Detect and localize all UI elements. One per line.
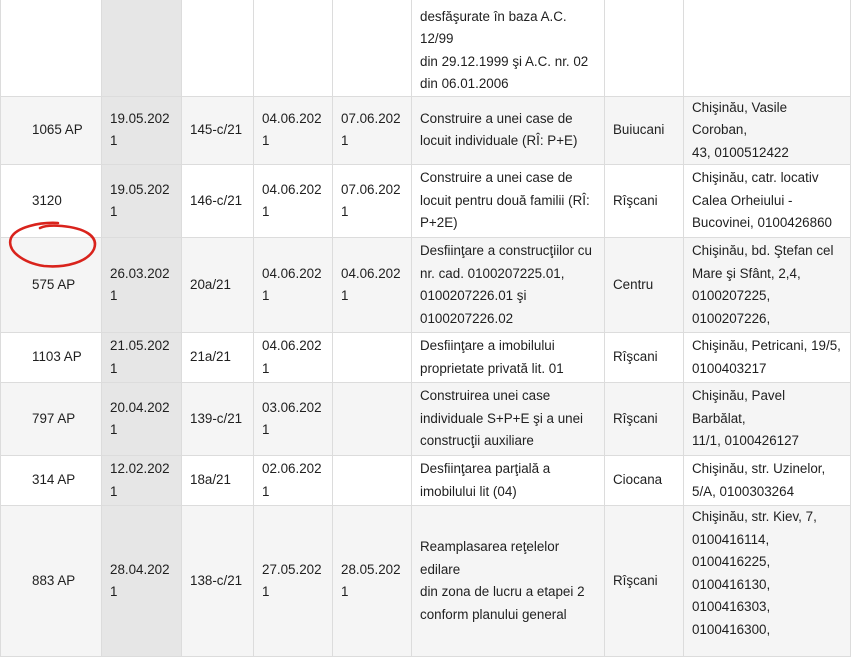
cell-authorization-nr: 146-c/21 — [182, 165, 254, 238]
cell-description-line: Desfiinţare a construcţiilor cu — [420, 243, 592, 258]
cell-description-line: conform planului general — [420, 606, 567, 622]
cell-description-line: Construire a unei case de — [420, 110, 573, 126]
cell-address-line: Chişinău, Vasile Coroban, — [692, 99, 788, 137]
cell-nr: 1103 AP — [1, 333, 102, 383]
cell-issue-date: 04.06.2021 — [254, 96, 333, 165]
cell-request-date — [102, 0, 182, 96]
cell-description-line: 0100207226.01 şi — [420, 288, 527, 303]
cell-address — [684, 96, 851, 165]
cell-receipt-date: 04.06.2021 — [333, 238, 412, 333]
cell-address-line: Chişinău, bd. Ştefan cel — [692, 243, 834, 258]
cell-description — [412, 0, 605, 96]
cell-description-line: din 06.01.2006 — [420, 76, 509, 91]
cell-address-line: 0100416130, — [692, 576, 771, 592]
table-row — [1, 238, 851, 333]
cell-address-line: 0100416114, — [692, 531, 770, 547]
cell-nr: 575 AP — [1, 238, 102, 333]
cell-address-line: 0100416225, — [692, 554, 771, 569]
table-row — [1, 506, 851, 657]
cell-address — [684, 165, 851, 238]
cell-address-line: Chişinău, Pavel Barbălat, — [692, 388, 786, 426]
cell-address — [684, 333, 851, 383]
cell-receipt-date: 07.06.2021 — [333, 165, 412, 238]
cell-sector: Centru — [605, 238, 684, 333]
cell-sector: Buiucani — [605, 96, 684, 165]
cell-description-line: Construirea unei case — [420, 388, 551, 404]
cell-sector: Ciocana — [605, 456, 684, 506]
cell-authorization-nr: 20a/21 — [182, 238, 254, 333]
cell-address-line: 11/1, 0100426127 — [692, 433, 799, 449]
cell-receipt-date: 28.05.2021 — [333, 506, 412, 657]
cell-authorization-nr: 145-c/21 — [182, 96, 254, 165]
cell-receipt-date: 07.06.2021 — [333, 96, 412, 165]
cell-nr: 797 AP — [1, 383, 102, 456]
cell-address — [684, 383, 851, 456]
cell-nr: 3120 — [1, 165, 102, 238]
cell-issue-date: 04.06.2021 — [254, 165, 333, 238]
cell-issue-date: 02.06.2021 — [254, 456, 333, 506]
cell-nr: 1065 AP — [1, 96, 102, 165]
cell-sector: Rîşcani — [605, 383, 684, 456]
cell-sector: Rîşcani — [605, 506, 684, 657]
table-row — [1, 383, 851, 456]
cell-description-line: individuale S+P+E şi a unei — [420, 410, 584, 426]
cell-address-line: 0100207226, — [692, 310, 771, 326]
cell-authorization-nr: 139-c/21 — [182, 383, 254, 456]
cell-nr: 883 AP — [1, 506, 102, 657]
cell-authorization-nr: 138-c/21 — [182, 506, 254, 657]
cell-description — [412, 96, 605, 165]
cell-receipt-date — [333, 456, 412, 506]
cell-description-line: Construire a unei case de — [420, 170, 573, 186]
cell-receipt-date — [333, 383, 412, 456]
cell-address-line: Mare şi Sfânt, 2,4, — [692, 265, 801, 281]
cell-description-line: din 29.12.1999 şi A.C. nr. 02 — [420, 53, 589, 69]
cell-address-line: Chişinău, catr. locativ — [692, 170, 819, 186]
cell-request-date: 19.05.2021 — [102, 96, 182, 165]
cell-description-line: din zona de lucru a etapei 2 — [420, 584, 585, 599]
cell-description-line: imobilului lit (04) — [420, 483, 517, 499]
table-row — [1, 333, 851, 383]
cell-issue-date: 03.06.2021 — [254, 383, 333, 456]
cell-authorization-nr: 21a/21 — [182, 333, 254, 383]
table-row — [1, 0, 851, 96]
cell-address-line: Bucovinei, 0100426860 — [692, 215, 832, 231]
cell-address-line: 0100416300, — [692, 621, 771, 637]
table-row — [1, 456, 851, 506]
cell-address — [684, 238, 851, 333]
cell-address-line: Chişinău, Petricani, 19/5, — [692, 338, 841, 353]
table-row — [1, 96, 851, 165]
cell-address-line: Chişinău, str. Kiev, 7, — [692, 509, 817, 524]
cell-request-date: 20.04.2021 — [102, 383, 182, 456]
cell-request-date: 21.05.2021 — [102, 333, 182, 383]
cell-description-line: locuit pentru două familii (RÎ: — [420, 192, 590, 208]
cell-address-line: Calea Orheiului - — [692, 192, 793, 208]
cell-description — [412, 165, 605, 238]
cell-sector: Rîşcani — [605, 165, 684, 238]
cell-sector — [605, 0, 684, 96]
cell-request-date: 19.05.2021 — [102, 165, 182, 238]
cell-description — [412, 383, 605, 456]
cell-sector: Rîşcani — [605, 333, 684, 383]
cell-address-line: 43, 0100512422 — [692, 144, 789, 160]
cell-description-line: Desfiinţarea parţială a — [420, 461, 551, 476]
cell-description-line: nr. cad. 0100207225.01, — [420, 265, 565, 281]
cell-address — [684, 0, 851, 96]
table-row — [1, 165, 851, 238]
cell-description-line: locuit individuale (RÎ: P+E) — [420, 133, 578, 149]
cell-address-line: 0100207225, — [692, 288, 771, 303]
cell-description-line: 0100207226.02 — [420, 310, 514, 326]
cell-authorization-nr: 18a/21 — [182, 456, 254, 506]
cell-authorization-nr — [182, 0, 254, 96]
cell-receipt-date — [333, 0, 412, 96]
cell-description — [412, 456, 605, 506]
cell-issue-date: 04.06.2021 — [254, 238, 333, 333]
cell-issue-date: 04.06.2021 — [254, 333, 333, 383]
cell-address — [684, 506, 851, 657]
cell-request-date: 26.03.2021 — [102, 238, 182, 333]
cell-nr — [1, 0, 102, 96]
cell-request-date: 28.04.2021 — [102, 506, 182, 657]
cell-description — [412, 333, 605, 383]
cell-address-line: 0100416303, — [692, 599, 771, 614]
cell-address-line: 0100403217 — [692, 360, 767, 376]
cell-description-line: P+2E) — [420, 215, 458, 231]
cell-description-line: proprietate privată lit. 01 — [420, 360, 564, 376]
cell-receipt-date — [333, 333, 412, 383]
cell-request-date: 12.02.2021 — [102, 456, 182, 506]
cell-description-line: construcţii auxiliare — [420, 433, 534, 449]
cell-description-line: Desfiinţare a imobilului — [420, 338, 555, 353]
cell-issue-date: 27.05.2021 — [254, 506, 333, 657]
cell-address-line: 5/A, 0100303264 — [692, 483, 795, 499]
cell-description-line: desfăşurate în baza A.C. 12/99 — [420, 8, 567, 46]
cell-address-line: Chişinău, str. Uzinelor, — [692, 461, 826, 476]
cell-description — [412, 238, 605, 333]
cell-description — [412, 506, 605, 657]
cell-description-line: Reamplasarea reţelelor edilare — [420, 539, 560, 577]
cell-issue-date — [254, 0, 333, 96]
cell-nr: 314 AP — [1, 456, 102, 506]
cell-address-line — [692, 0, 842, 6]
cell-address — [684, 456, 851, 506]
